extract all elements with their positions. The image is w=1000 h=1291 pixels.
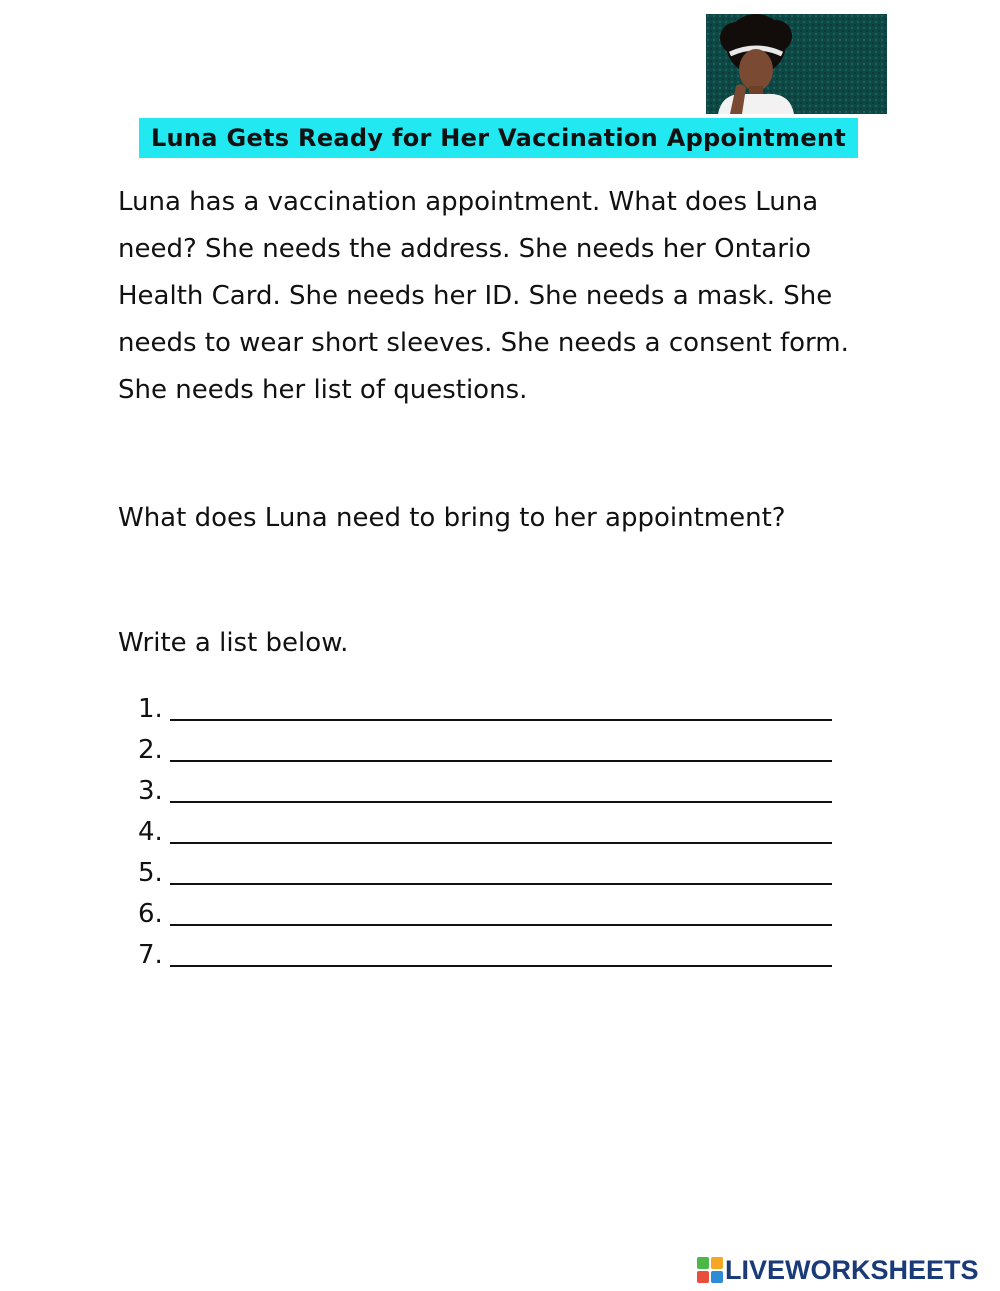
answer-number: 1. — [138, 694, 163, 724]
page-title: Luna Gets Ready for Her Vaccination Appointment — [139, 118, 858, 158]
answer-number: 4. — [138, 817, 163, 847]
logo-text: LIVEWORKSHEETS — [725, 1254, 979, 1285]
story-paragraph: Luna has a vaccination appointment. What does Luna need? She needs the address. She needs her Ontario Health Card. She needs her ID. She needs a mask. She needs to wear short sleeves. She needs a consent form. She needs her list of questions. — [118, 187, 849, 405]
answer-number: 6. — [138, 899, 163, 929]
liveworksheets-logo[interactable] — [697, 1255, 979, 1285]
answer-row-1 — [138, 688, 832, 729]
answer-input-4[interactable] — [170, 814, 832, 844]
answer-list — [138, 688, 832, 975]
answer-number: 5. — [138, 858, 163, 888]
question-text: What does Luna need to bring to her appointment? — [118, 503, 786, 533]
answer-row-5 — [138, 852, 832, 893]
answer-row-7 — [138, 934, 832, 975]
answer-row-3 — [138, 770, 832, 811]
answer-input-1[interactable] — [170, 691, 832, 721]
answer-row-6 — [138, 893, 832, 934]
instruction-text: Write a list below. — [118, 628, 349, 658]
portrait-photo — [706, 14, 887, 114]
answer-input-3[interactable] — [170, 773, 832, 803]
answer-input-5[interactable] — [170, 855, 832, 885]
answer-row-4 — [138, 811, 832, 852]
answer-number: 2. — [138, 735, 163, 765]
answer-input-2[interactable] — [170, 732, 832, 762]
liveworksheets-logo-icon — [697, 1257, 723, 1283]
answer-number: 7. — [138, 940, 163, 970]
portrait-photo-icon — [706, 14, 887, 114]
answer-row-2 — [138, 729, 832, 770]
answer-input-7[interactable] — [170, 937, 832, 967]
answer-number: 3. — [138, 776, 163, 806]
answer-input-6[interactable] — [170, 896, 832, 926]
